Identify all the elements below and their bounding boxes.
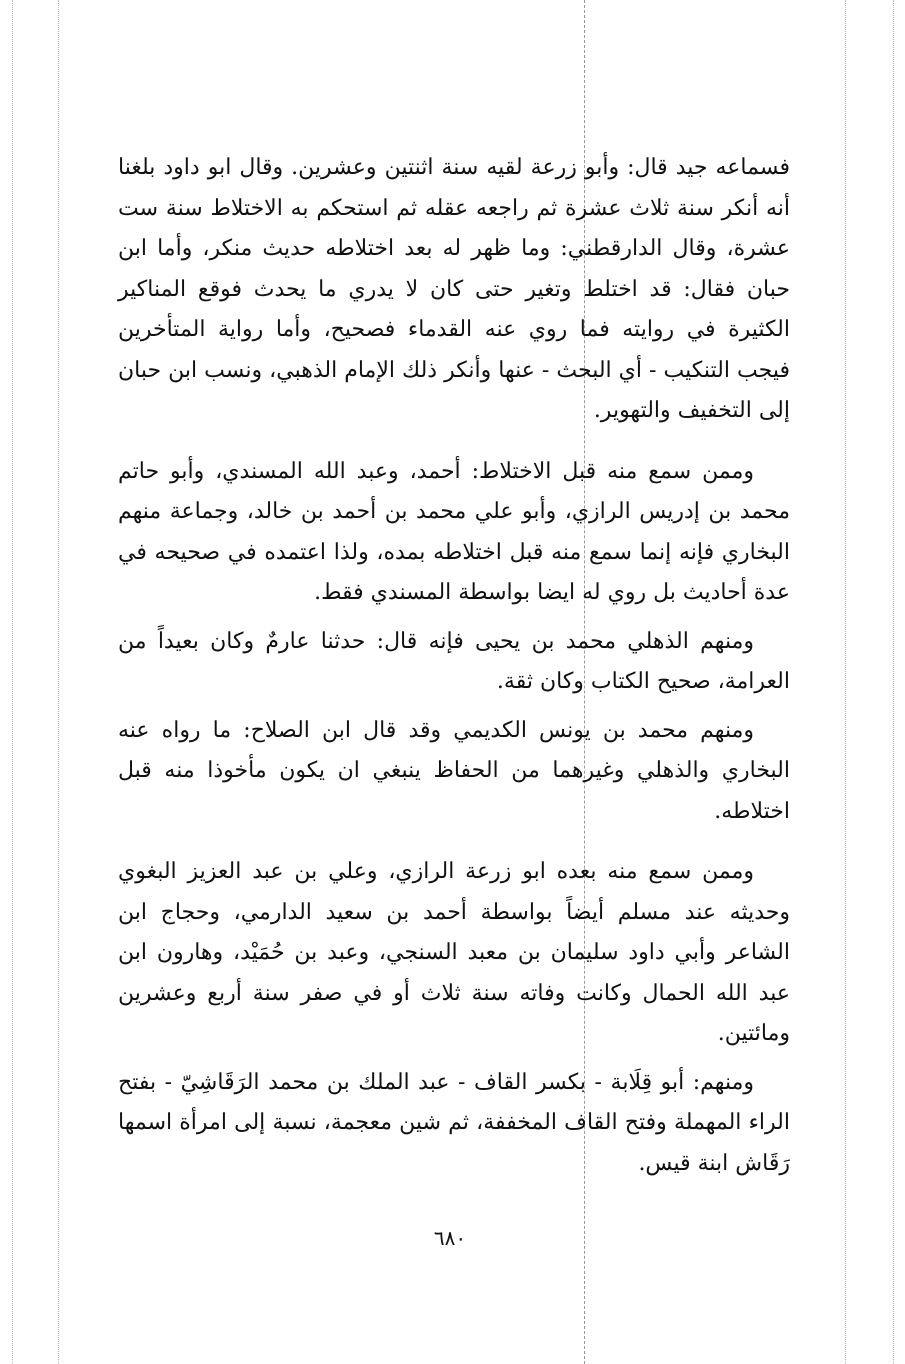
paragraph-before-ikhtilat: وممن سمع منه قبل الاختلاط: أحمد، وعبد الله المسندي، وأبو حاتم محمد بن إدريس الرازي، وأبو علي محمد بن أحمد بن خالد، وجماعة منهم البخاري فإنه إنما سمع منه قبل اختلاطه بمده، ولذا اعتمده في صحيحه في عدة أحاديث بل روي له ايضا بواسطة المسندي فقط. <box>118 458 790 605</box>
paragraph-abu-qilaba: ومنهم: أبو قِلَابة - بكسر القاف - عبد الملك بن محمد الرَقَاشِيّ - بفتح الراء المهملة وفتح القاف المخففة، ثم شين معجمة، نسبة إلى امرأة اسمها رَقَاش ابنة قيس. <box>118 1069 790 1176</box>
paragraph-sama-jayyid: فسماعه جيد قال: وأبو زرعة لقيه سنة اثنتين وعشرين. وقال ابو داود بلغنا أنه أنكر سنة ثلاث عشرة ثم راجعه عقله ثم استحكم به الاختلاط سنة ست عشرة، وقال الدارقطني: وما ظهر له بعد اختلاطه حديث منكر، وأما ابن حبان فقال: قد اختلط وتغير حتى كان لا يدري ما يحدث فوقع المناكير الكثيرة في روايته فما روي عنه القدماء فصحيح، وأما رواية المتأخرين فيجب التنكيب - أي البحث - عنها وأنكر ذلك الإمام الذهبي، ونسب ابن حبان إلى التخفيف والتهوير. <box>118 155 790 423</box>
paragraph-gap <box>118 1055 790 1063</box>
paragraph-dhuhli: ومنهم الذهلي محمد بن يحيى فإنه قال: حدثنا عارمٌ وكان بعيداً من العرامة، صحيح الكتاب وكان ثقة. <box>118 628 790 694</box>
scan-guide-line <box>58 0 59 1364</box>
scan-guide-line <box>12 0 13 1364</box>
paragraph-gap <box>118 614 790 622</box>
scan-guide-line <box>893 0 894 1364</box>
page-body <box>118 148 790 1184</box>
page-number: ٦٨٠ <box>433 1226 467 1250</box>
scan-guide-line <box>845 0 846 1364</box>
paragraph-kudaymi: ومنهم محمد بن يونس الكديمي وقد قال ابن الصلاح: ما رواه عنه البخاري والذهلي وغيرهما من الحفاظ ينبغي ان يكون مأخوذا منه قبل اختلاطه. <box>118 717 790 824</box>
paragraph-gap <box>118 432 790 452</box>
paragraph-after-ikhtilat: وممن سمع منه بعده ابو زرعة الرازي، وعلي بن عبد العزيز البغوي وحديثه عند مسلم أيضاً بواسطة أحمد بن سعيد الدارمي، وحجاج ابن الشاعر وأبي داود سليمان بن معبد السنجي، وعبد بن حُمَيْد، وهارون ابن عبد الله الحمال وكانت وفاته سنة ثلاث أو في صفر سنة أربع وعشرين ومائتين. <box>118 859 790 1046</box>
paragraph-gap <box>118 832 790 852</box>
paragraph-gap <box>118 703 790 711</box>
